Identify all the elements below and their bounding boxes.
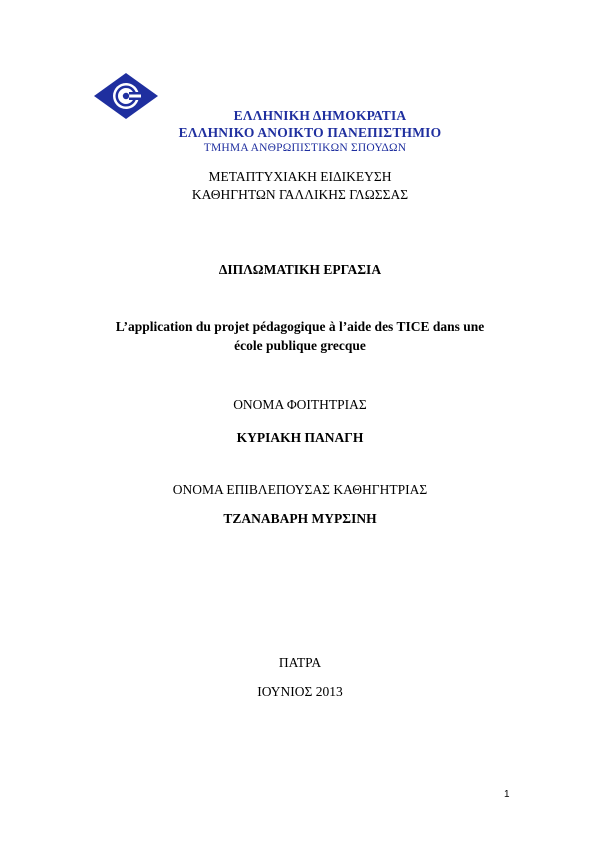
- thesis-title-line-1: L’application du projet pédagogique à l’aide des TICE dans une: [115, 319, 485, 334]
- university-header: [160, 107, 460, 155]
- university-title: ΕΛΛΗΝΙΚΟ ΑΝΟΙΚΤΟ ΠΑΝΕΠΙΣΤΗΜΙΟ: [178, 125, 442, 140]
- specialization-line-1: ΜΕΤΑΠΤΥΧΙΑΚΗ ΕΙΔΙΚΕΥΣΗ: [208, 169, 392, 184]
- student-label: ΟΝΟΜΑ ΦΟΙΤΗΤΡΙΑΣ: [233, 397, 367, 412]
- page-number: 1: [504, 789, 510, 800]
- supervisor-name: ΤΖΑΝΑΒΑΡΗ ΜΥΡΣΙΝΗ: [223, 511, 377, 526]
- supervisor-label: ΟΝΟΜΑ ΕΠΙΒΛΕΠΟΥΣΑΣ ΚΑΘΗΓΗΤΡΙΑΣ: [172, 482, 428, 497]
- thesis-title-line-2: école publique grecque: [234, 338, 366, 353]
- thesis-label: ΔΙΠΛΩΜΑΤΙΚΗ ΕΡΓΑΣΙΑ: [218, 262, 382, 277]
- date: ΙΟΥΝΙΟΣ 2013: [257, 684, 343, 699]
- place: ΠΑΤΡΑ: [278, 655, 322, 670]
- eap-logo-icon: [93, 72, 159, 120]
- republic-title: ΕΛΛΗΝΙΚΗ ΔΗΜΟΚΡΑΤΙΑ: [233, 108, 407, 123]
- specialization-line-2: ΚΑΘΗΓΗΤΩΝ ΓΑΛΛΙΚΗΣ ΓΛΩΣΣΑΣ: [191, 187, 409, 202]
- department-title: ΤΜΗΜΑ ΑΝΘΡΩΠΙΣΤΙΚΩΝ ΣΠΟΥΔΩΝ: [203, 142, 407, 154]
- student-name: ΚΥΡΙΑΚΗ ΠΑΝΑΓΗ: [236, 430, 364, 445]
